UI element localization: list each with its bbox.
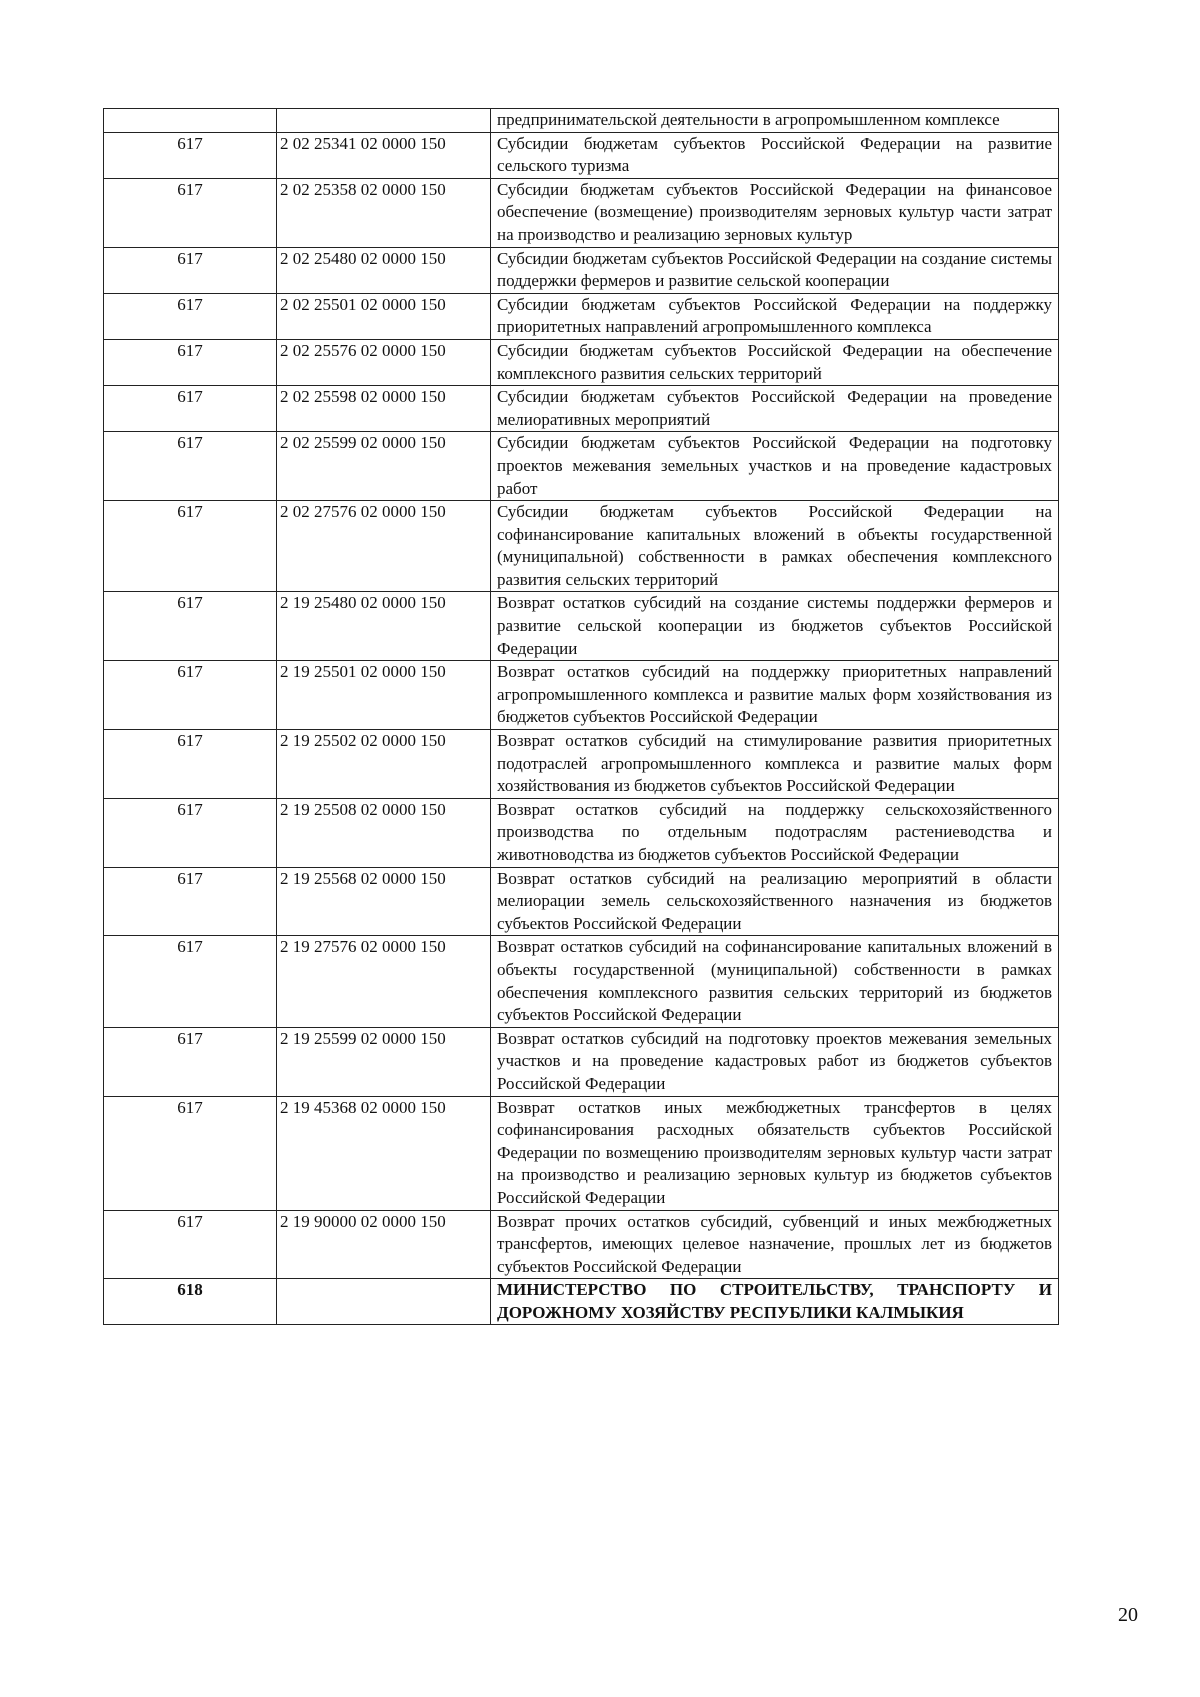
table-row (104, 501, 1059, 592)
budget-code-cell: 2 02 25501 02 0000 150 (277, 293, 491, 339)
budget-code-cell: 2 19 90000 02 0000 150 (277, 1210, 491, 1279)
description-cell: Возврат остатков иных межбюджетных трансфертов в целях софинансирования расходных обязательств субъектов Российской Федерации по возмещению производителям зерновых культур части затрат на производство и реализацию зерновых культур из бюджетов субъектов Российской Федерации (491, 1096, 1059, 1210)
admin-code-cell: 617 (104, 339, 277, 385)
admin-code-cell: 617 (104, 867, 277, 936)
admin-code-cell: 617 (104, 1096, 277, 1210)
description-cell: Субсидии бюджетам субъектов Российской Федерации на проведение мелиоративных мероприятий (491, 386, 1059, 432)
table-row (104, 247, 1059, 293)
admin-code-cell: 617 (104, 730, 277, 799)
admin-code-cell: 617 (104, 1210, 277, 1279)
ministry-name-cell: МИНИСТЕРСТВО ПО СТРОИТЕЛЬСТВУ, ТРАНСПОРТУ И ДОРОЖНОМУ ХОЗЯЙСТВУ РЕСПУБЛИКИ КАЛМЫКИЯ (491, 1279, 1059, 1325)
description-cell: Субсидии бюджетам субъектов Российской Федерации на обеспечение комплексного развития сельских территорий (491, 339, 1059, 385)
admin-code-cell: 617 (104, 386, 277, 432)
table-row (104, 178, 1059, 247)
table-row (104, 730, 1059, 799)
description-cell: Возврат остатков субсидий на поддержку приоритетных направлений агропромышленного комплекса и развитие малых форм хозяйствования из бюджетов субъектов Российской Федерации (491, 661, 1059, 730)
admin-code-cell: 617 (104, 178, 277, 247)
budget-code-cell: 2 02 25598 02 0000 150 (277, 386, 491, 432)
description-cell: Возврат остатков субсидий на создание системы поддержки фермеров и развитие сельской кооперации из бюджетов субъектов Российской Федерации (491, 592, 1059, 661)
budget-code-cell: 2 02 25341 02 0000 150 (277, 132, 491, 178)
admin-code-cell: 617 (104, 1027, 277, 1096)
table-row (104, 798, 1059, 867)
admin-code-cell: 617 (104, 798, 277, 867)
budget-code-cell: 2 19 27576 02 0000 150 (277, 936, 491, 1027)
admin-code-cell: 617 (104, 293, 277, 339)
table-row (104, 661, 1059, 730)
table-row (104, 339, 1059, 385)
budget-code-cell: 2 19 25502 02 0000 150 (277, 730, 491, 799)
description-cell: Субсидии бюджетам субъектов Российской Федерации на поддержку приоритетных направлений агропромышленного комплекса (491, 293, 1059, 339)
table-row (104, 592, 1059, 661)
budget-code-cell: 2 19 45368 02 0000 150 (277, 1096, 491, 1210)
description-cell: Субсидии бюджетам субъектов Российской Федерации на финансовое обеспечение (возмещение) производителям зерновых культур части затрат на производство и реализацию зерновых культур (491, 178, 1059, 247)
admin-code-cell: 617 (104, 432, 277, 501)
table-row (104, 1096, 1059, 1210)
table-row (104, 432, 1059, 501)
admin-code-cell: 617 (104, 936, 277, 1027)
description-cell: Возврат остатков субсидий на софинансирование капитальных вложений в объекты государственной (муниципальной) собственности в рамках обеспечения комплексного развития сельских территорий из бюджетов субъектов Российской Федерации (491, 936, 1059, 1027)
budget-codes-table (103, 108, 1059, 1325)
budget-code-cell: 2 02 25480 02 0000 150 (277, 247, 491, 293)
admin-code-cell (104, 109, 277, 133)
budget-code-cell: 2 02 25358 02 0000 150 (277, 178, 491, 247)
table-row (104, 936, 1059, 1027)
table-row (104, 132, 1059, 178)
table-row (104, 1210, 1059, 1279)
description-cell: Возврат остатков субсидий на стимулирование развития приоритетных подотраслей агропромышленного комплекса и развитие малых форм хозяйствования из бюджетов субъектов Российской Федерации (491, 730, 1059, 799)
budget-code-cell: 2 02 27576 02 0000 150 (277, 501, 491, 592)
budget-code-cell: 2 19 25501 02 0000 150 (277, 661, 491, 730)
description-cell: Возврат остатков субсидий на реализацию мероприятий в области мелиорации земель сельскохозяйственного назначения из бюджетов субъектов Российской Федерации (491, 867, 1059, 936)
budget-code-cell: 2 02 25599 02 0000 150 (277, 432, 491, 501)
description-cell: предпринимательской деятельности в агропромышленном комплексе (491, 109, 1059, 133)
table-row (104, 1027, 1059, 1096)
description-cell: Возврат прочих остатков субсидий, субвенций и иных межбюджетных трансфертов, имеющих целевое назначение, прошлых лет из бюджетов субъектов Российской Федерации (491, 1210, 1059, 1279)
budget-code-cell (277, 109, 491, 133)
admin-code-cell: 617 (104, 592, 277, 661)
budget-code-cell: 2 19 25599 02 0000 150 (277, 1027, 491, 1096)
budget-code-cell: 2 19 25508 02 0000 150 (277, 798, 491, 867)
table-row (104, 109, 1059, 133)
budget-code-cell: 2 19 25568 02 0000 150 (277, 867, 491, 936)
page-number: 20 (1118, 1604, 1138, 1626)
table-row (104, 867, 1059, 936)
admin-code-cell: 617 (104, 661, 277, 730)
budget-code-cell: 2 19 25480 02 0000 150 (277, 592, 491, 661)
admin-code-cell: 617 (104, 132, 277, 178)
ministry-heading-row (104, 1279, 1059, 1325)
admin-code-cell: 618 (104, 1279, 277, 1325)
table-row (104, 293, 1059, 339)
table-row (104, 386, 1059, 432)
description-cell: Субсидии бюджетам субъектов Российской Федерации на подготовку проектов межевания земельных участков и на проведение кадастровых работ (491, 432, 1059, 501)
description-cell: Субсидии бюджетам субъектов Российской Федерации на создание системы поддержки фермеров и развитие сельской кооперации (491, 247, 1059, 293)
admin-code-cell: 617 (104, 247, 277, 293)
description-cell: Возврат остатков субсидий на подготовку проектов межевания земельных участков и на проведение кадастровых работ из бюджетов субъектов Российской Федерации (491, 1027, 1059, 1096)
description-cell: Субсидии бюджетам субъектов Российской Федерации на развитие сельского туризма (491, 132, 1059, 178)
budget-code-cell (277, 1279, 491, 1325)
description-cell: Возврат остатков субсидий на поддержку сельскохозяйственного производства по отдельным подотраслям растениеводства и животноводства из бюджетов субъектов Российской Федерации (491, 798, 1059, 867)
description-cell: Субсидии бюджетам субъектов Российской Федерации на софинансирование капитальных вложений в объекты государственной (муниципальной) собственности в рамках обеспечения комплексного развития сельских территорий (491, 501, 1059, 592)
budget-code-cell: 2 02 25576 02 0000 150 (277, 339, 491, 385)
admin-code-cell: 617 (104, 501, 277, 592)
